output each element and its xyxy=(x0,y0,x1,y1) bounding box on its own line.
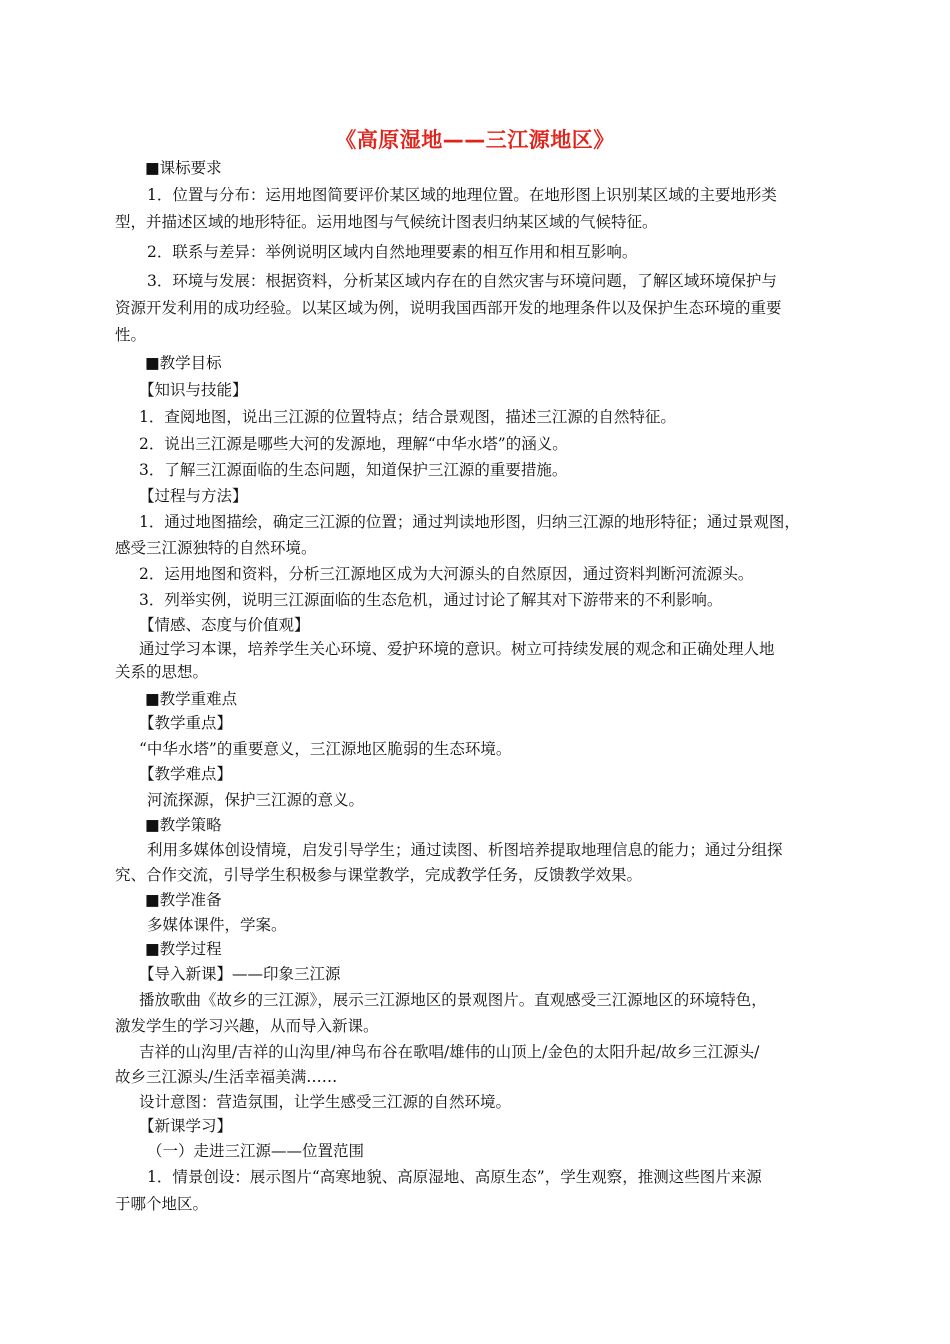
subheading-new-lesson: 【新课学习】 xyxy=(139,1117,233,1135)
subheading-emotion: 【情感、态度与价值观】 xyxy=(139,616,310,634)
paragraph-line: 2．说出三江源是哪些大河的发源地，理解“中华水塔”的涵义。 xyxy=(139,435,568,453)
paragraph-line: 设计意图：营造氛围，让学生感受三江源的自然环境。 xyxy=(139,1093,512,1111)
section-heading-objectives: ■教学目标 xyxy=(145,354,222,372)
subsection-heading: （一）走进三江源——位置范围 xyxy=(147,1142,365,1160)
subheading-process: 【过程与方法】 xyxy=(139,487,248,505)
section-heading-process: ■教学过程 xyxy=(145,940,222,958)
paragraph-line: 播放歌曲《故乡的三江源》，展示三江源地区的景观图片。直观感受三江源地区的环境特色， xyxy=(139,991,767,1009)
paragraph-line: 激发学生的学习兴趣，从而导入新课。 xyxy=(115,1017,379,1035)
paragraph-line: 1．情景创设：展示图片“高寒地貌、高原湿地、高原生态”，学生观察，推测这些图片来源 xyxy=(147,1168,762,1186)
lyrics-line: 吉祥的山沟里/吉祥的山沟里/神鸟布谷在歌唱/雄伟的山顶上/金色的太阳升起/故乡三江源头/ xyxy=(139,1043,760,1061)
paragraph-line: 资源开发利用的成功经验。以某区域为例，说明我国西部开发的地理条件以及保护生态环境的重要 xyxy=(115,299,782,317)
subheading-focus: 【教学重点】 xyxy=(139,714,233,732)
paragraph-line: 3．环境与发展：根据资料，分析某区域内存在的自然灾害与环境问题，了解区域环境保护与 xyxy=(147,272,777,290)
section-heading-strategy: ■教学策略 xyxy=(145,816,222,834)
subheading-intro: 【导入新课】——印象三江源 xyxy=(139,965,341,983)
section-heading-curriculum: ■课标要求 xyxy=(145,159,222,177)
subheading-difficulty: 【教学难点】 xyxy=(139,765,233,783)
document-title: 《高原湿地——三江源地区》 xyxy=(335,128,615,152)
section-heading-key-points: ■教学重难点 xyxy=(145,690,238,708)
section-heading-preparation: ■教学准备 xyxy=(145,891,222,909)
paragraph-line: 3．列举实例，说明三江源面临的生态危机，通过讨论了解其对下游带来的不利影响。 xyxy=(139,591,723,609)
subheading-knowledge: 【知识与技能】 xyxy=(139,381,248,399)
paragraph-line: 2．联系与差异：举例说明区域内自然地理要素的相互作用和相互影响。 xyxy=(147,243,638,261)
paragraph-line: 于哪个地区。 xyxy=(115,1195,209,1213)
paragraph-line: “中华水塔”的重要意义，三江源地区脆弱的生态环境。 xyxy=(139,740,512,758)
paragraph-line: 感受三江源独特的自然环境。 xyxy=(115,539,317,557)
paragraph-line: 1．通过地图描绘，确定三江源的位置；通过判读地形图，归纳三江源的地形特征；通过景观图， xyxy=(139,513,800,531)
paragraph-line: 利用多媒体创设情境，启发引导学生；通过读图、析图培养提取地理信息的能力；通过分组探 xyxy=(147,841,783,859)
paragraph-line: 多媒体课件，学案。 xyxy=(147,916,287,934)
paragraph-line: 通过学习本课，培养学生关心环境、爱护环境的意识。树立可持续发展的观念和正确处理人地 xyxy=(139,640,775,658)
lyrics-line: 故乡三江源头/生活幸福美满…… xyxy=(115,1068,338,1086)
paragraph-line: 型，并描述区域的地形特征。运用地图与气候统计图表归纳某区域的气候特征。 xyxy=(115,213,658,231)
paragraph-line: 关系的思想。 xyxy=(115,663,209,681)
paragraph-line: 1．位置与分布：运用地图简要评价某区域的地理位置。在地形图上识别某区域的主要地形类 xyxy=(147,186,777,204)
paragraph-line: 2．运用地图和资料，分析三江源地区成为大河源头的自然原因，通过资料判断河流源头。 xyxy=(139,565,754,583)
paragraph-line: 性。 xyxy=(115,326,147,344)
paragraph-line: 3．了解三江源面临的生态问题，知道保护三江源的重要措施。 xyxy=(139,461,568,479)
paragraph-line: 究、合作交流，引导学生积极参与课堂教学，完成教学任务，反馈教学效果。 xyxy=(115,866,643,884)
paragraph-line: 1．查阅地图，说出三江源的位置特点；结合景观图，描述三江源的自然特征。 xyxy=(139,408,676,426)
paragraph-line: 河流探源，保护三江源的意义。 xyxy=(147,791,365,809)
